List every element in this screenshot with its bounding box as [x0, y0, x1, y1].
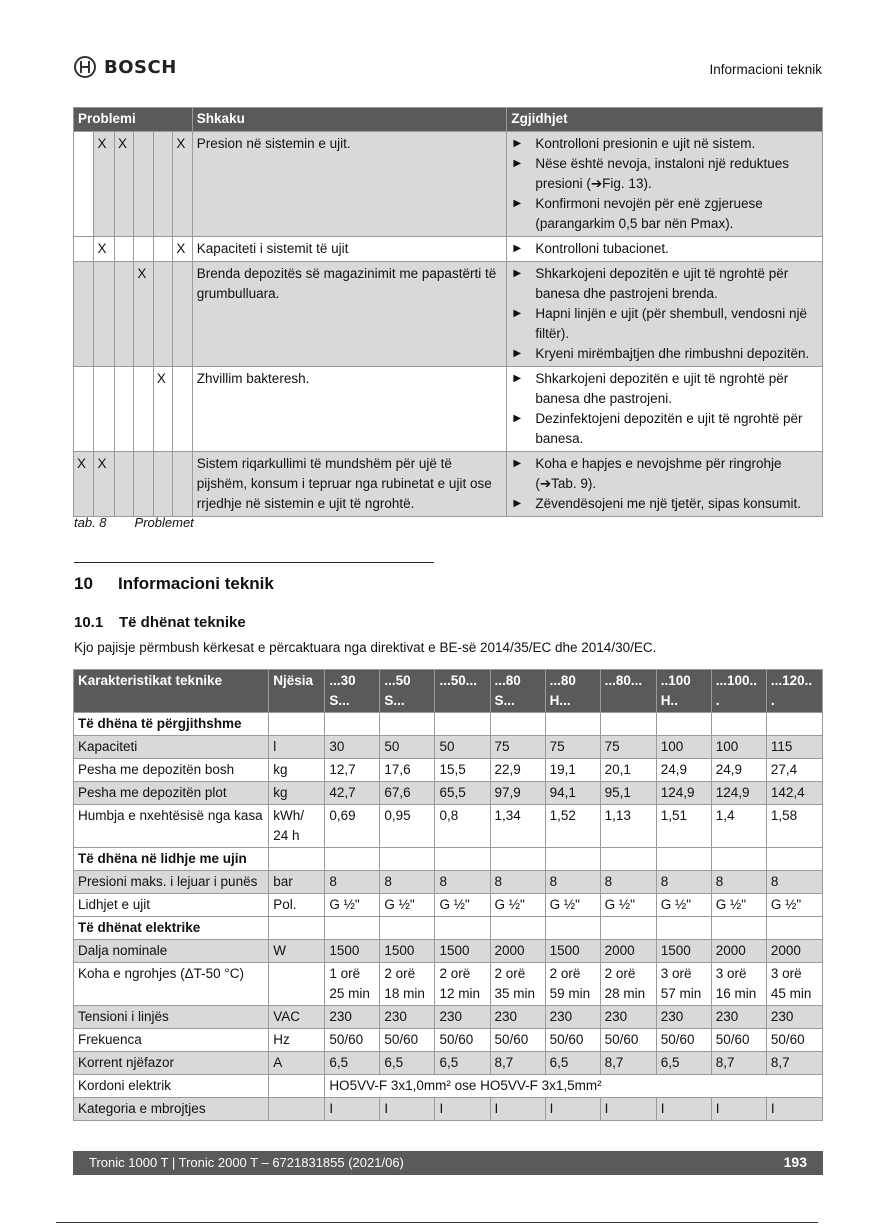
tech-empty-cell — [656, 917, 711, 940]
tech-label: Frekuenca — [74, 1029, 269, 1052]
tech-value: 50 — [435, 736, 490, 759]
tech-value: 1,34 — [490, 805, 545, 848]
tech-label: Tensioni i linjës — [74, 1006, 269, 1029]
problem-marker — [134, 132, 153, 237]
tech-value: 100 — [656, 736, 711, 759]
tech-value: 1 orë 25 min — [325, 963, 380, 1006]
tech-data-row — [74, 894, 823, 917]
solution-item: ▶ Kryeni mirëmbajtjen dhe rimbushni depozitën. — [511, 344, 818, 364]
tech-value: 230 — [656, 1006, 711, 1029]
tech-value: I — [490, 1098, 545, 1121]
problem-marker — [94, 367, 114, 452]
problem-marker: X — [173, 132, 192, 237]
tech-empty-cell — [380, 713, 435, 736]
solution-item: ▶ Zëvendësojeni me një tjetër, sipas konsumit. — [511, 494, 818, 514]
problem-solutions — [507, 237, 823, 262]
tech-data-row — [74, 1075, 823, 1098]
problem-marker — [173, 367, 192, 452]
tech-value: 2 orë 12 min — [435, 963, 490, 1006]
tech-value: 8 — [325, 871, 380, 894]
tech-value: 50/60 — [380, 1029, 435, 1052]
page-number: 193 — [783, 1154, 807, 1170]
tech-value: 3 orë 57 min — [656, 963, 711, 1006]
tech-unit — [269, 1075, 325, 1098]
tech-value: 97,9 — [490, 782, 545, 805]
tech-value: 8 — [766, 871, 822, 894]
tech-empty-cell — [656, 713, 711, 736]
tech-value: 100 — [711, 736, 766, 759]
tech-value: 0,95 — [380, 805, 435, 848]
tech-value: 1,58 — [766, 805, 822, 848]
tech-label: Humbja e nxehtësisë nga kasa — [74, 805, 269, 848]
subsection-heading: 10.1 Të dhënat teknike — [74, 614, 246, 631]
tech-value: 124,9 — [656, 782, 711, 805]
tech-value: 50/60 — [600, 1029, 656, 1052]
tech-value: 50/60 — [711, 1029, 766, 1052]
tech-section-title: Të dhëna në lidhje me ujin — [74, 848, 269, 871]
tech-empty-cell — [766, 917, 822, 940]
tech-empty-cell — [600, 848, 656, 871]
tech-value: G ½" — [380, 894, 435, 917]
tech-section-row — [74, 848, 823, 871]
problem-solutions — [507, 262, 823, 367]
tech-unit: VAC — [269, 1006, 325, 1029]
tech-value: 94,1 — [545, 782, 600, 805]
tech-data-row — [74, 782, 823, 805]
problem-row — [74, 132, 823, 237]
tech-header-cell: ..100 H.. — [656, 670, 711, 713]
tech-value: 2 orë 18 min — [380, 963, 435, 1006]
tech-value: 3 orë 45 min — [766, 963, 822, 1006]
tech-label: Dalja nominale — [74, 940, 269, 963]
tech-header-cell: ...100.. . — [711, 670, 766, 713]
tech-value: 19,1 — [545, 759, 600, 782]
problem-marker: X — [74, 452, 94, 517]
tech-label: Kapaciteti — [74, 736, 269, 759]
tech-value: 1,51 — [656, 805, 711, 848]
tech-value: 22,9 — [490, 759, 545, 782]
tech-value: 230 — [435, 1006, 490, 1029]
tech-empty-cell — [545, 713, 600, 736]
tech-value: 42,7 — [325, 782, 380, 805]
tech-section-row — [74, 917, 823, 940]
tech-value: G ½" — [325, 894, 380, 917]
problem-row — [74, 452, 823, 517]
tech-value: 1500 — [325, 940, 380, 963]
tech-value: 65,5 — [435, 782, 490, 805]
tech-value: 6,5 — [435, 1052, 490, 1075]
tech-empty-cell — [600, 917, 656, 940]
problem-marker — [153, 452, 172, 517]
problem-marker — [134, 452, 153, 517]
cause-header: Shkaku — [192, 108, 507, 132]
tech-empty-cell — [711, 713, 766, 736]
tech-header-cell: ...80... — [600, 670, 656, 713]
tech-empty-cell — [435, 713, 490, 736]
bosch-logo — [74, 56, 177, 78]
tech-empty-cell — [380, 848, 435, 871]
tech-value: 142,4 — [766, 782, 822, 805]
tech-value: I — [711, 1098, 766, 1121]
tech-value: 6,5 — [545, 1052, 600, 1075]
tech-value: 8 — [380, 871, 435, 894]
tech-value: I — [435, 1098, 490, 1121]
tech-value: 230 — [545, 1006, 600, 1029]
tech-value: G ½" — [600, 894, 656, 917]
tech-section-title: Të dhënat elektrike — [74, 917, 269, 940]
tech-label: Kategoria e mbrojtjes — [74, 1098, 269, 1121]
technical-data-table — [73, 669, 823, 1121]
tech-header-cell: Njësia — [269, 670, 325, 713]
tech-value: 95,1 — [600, 782, 656, 805]
tech-empty-cell — [435, 848, 490, 871]
tech-empty-cell — [325, 713, 380, 736]
tech-header-cell: ...120.. . — [766, 670, 822, 713]
tech-unit — [269, 963, 325, 1006]
tech-empty-cell — [269, 713, 325, 736]
tech-unit: W — [269, 940, 325, 963]
tech-value: 1,4 — [711, 805, 766, 848]
tech-value: G ½" — [656, 894, 711, 917]
problem-marker — [74, 237, 94, 262]
tech-unit: Hz — [269, 1029, 325, 1052]
tech-value: 1500 — [656, 940, 711, 963]
tech-label: Lidhjet e ujit — [74, 894, 269, 917]
tech-label: Kordoni elektrik — [74, 1075, 269, 1098]
problem-marker — [153, 237, 172, 262]
solution-item: ▶ Shkarkojeni depozitën e ujit të ngrohtë për banesa dhe pastrojeni brenda. — [511, 264, 818, 304]
tech-empty-cell — [766, 713, 822, 736]
tech-value: I — [380, 1098, 435, 1121]
tech-value: 30 — [325, 736, 380, 759]
problem-marker — [134, 367, 153, 452]
tech-section-title: Të dhëna të përgjithshme — [74, 713, 269, 736]
problem-marker: X — [94, 132, 114, 237]
tech-value: 2000 — [490, 940, 545, 963]
problem-marker — [173, 262, 192, 367]
problem-row — [74, 237, 823, 262]
problem-cause: Brenda depozitës së magazinimit me papastërti të grumbulluara. — [192, 262, 507, 367]
tech-header-cell: Karakteristikat teknike — [74, 670, 269, 713]
tech-value: 6,5 — [656, 1052, 711, 1075]
tech-value: I — [766, 1098, 822, 1121]
problem-solutions — [507, 367, 823, 452]
tech-value: 50 — [380, 736, 435, 759]
tech-value: 2 orë 59 min — [545, 963, 600, 1006]
problem-marker — [114, 237, 133, 262]
tech-data-row — [74, 1029, 823, 1052]
tech-value: 8 — [545, 871, 600, 894]
tech-value: 230 — [325, 1006, 380, 1029]
problem-solutions — [507, 132, 823, 237]
tech-value: 27,4 — [766, 759, 822, 782]
tech-unit: A — [269, 1052, 325, 1075]
tech-empty-cell — [545, 848, 600, 871]
tech-header-cell: ...50... — [435, 670, 490, 713]
problem-marker — [74, 367, 94, 452]
tech-value: 12,7 — [325, 759, 380, 782]
tech-label: Pesha me depozitën bosh — [74, 759, 269, 782]
tech-value: 50/60 — [325, 1029, 380, 1052]
problem-marker — [74, 132, 94, 237]
problem-marker — [114, 367, 133, 452]
tech-value: 75 — [600, 736, 656, 759]
tech-value: 3 orë 16 min — [711, 963, 766, 1006]
tech-unit: Pol. — [269, 894, 325, 917]
tech-empty-cell — [490, 848, 545, 871]
tech-unit — [269, 1098, 325, 1121]
tech-unit: bar — [269, 871, 325, 894]
tech-value: 2 orë 28 min — [600, 963, 656, 1006]
problem-marker: X — [94, 237, 114, 262]
tech-empty-cell — [766, 848, 822, 871]
solutions-header: Zgjidhjet — [507, 108, 823, 132]
problem-row — [74, 367, 823, 452]
tech-empty-cell — [490, 917, 545, 940]
tech-value: G ½" — [766, 894, 822, 917]
tech-value: 230 — [600, 1006, 656, 1029]
tech-value: 230 — [490, 1006, 545, 1029]
footer-model: Tronic 1000 T | Tronic 2000 T – 6721831855 (2021/06) — [89, 1155, 404, 1170]
problem-marker — [114, 452, 133, 517]
problem-marker: X — [94, 452, 114, 517]
tech-value: 6,5 — [380, 1052, 435, 1075]
tech-value: G ½" — [545, 894, 600, 917]
tech-value: 230 — [766, 1006, 822, 1029]
tech-label: Pesha me depozitën plot — [74, 782, 269, 805]
tech-value: 15,5 — [435, 759, 490, 782]
problem-cause: Sistem riqarkullimi të mundshëm për ujë të pijshëm, konsum i tepruar nga rubinetat e ujit ose rrjedhje në sistemin e ujit të ngrohtë. — [192, 452, 507, 517]
tech-empty-cell — [269, 917, 325, 940]
problem-marker — [134, 237, 153, 262]
problem-marker — [94, 262, 114, 367]
problem-row — [74, 262, 823, 367]
problem-marker — [173, 452, 192, 517]
tech-span-value: HO5VV-F 3x1,0mm² ose HO5VV-F 3x1,5mm² — [325, 1075, 823, 1098]
tech-empty-cell — [435, 917, 490, 940]
tech-value: 2000 — [766, 940, 822, 963]
intro-paragraph: Kjo pajisje përmbush kërkesat e përcaktuara nga direktivat e BE-së 2014/35/EC dhe 2014/30/EC. — [74, 640, 657, 655]
tech-value: I — [600, 1098, 656, 1121]
tech-value: 8,7 — [711, 1052, 766, 1075]
tech-empty-cell — [490, 713, 545, 736]
tech-value: 20,1 — [600, 759, 656, 782]
solution-item: ▶ Kontrolloni tubacionet. — [511, 239, 818, 259]
bottom-rule — [56, 1222, 818, 1223]
tech-header-cell: ...50 S... — [380, 670, 435, 713]
tech-empty-cell — [600, 713, 656, 736]
bosch-armature-icon — [74, 56, 96, 78]
tech-value: 8 — [600, 871, 656, 894]
tech-unit: kg — [269, 782, 325, 805]
tech-value: 124,9 — [711, 782, 766, 805]
problem-cause: Presion në sistemin e ujit. — [192, 132, 507, 237]
solution-item: ▶ Hapni linjën e ujit (për shembull, vendosni një filtër). — [511, 304, 818, 344]
tech-value: 1500 — [545, 940, 600, 963]
caption-text: Problemet — [134, 515, 194, 530]
tech-empty-cell — [325, 848, 380, 871]
tech-header-cell: ...80 H... — [545, 670, 600, 713]
tech-empty-cell — [269, 848, 325, 871]
problem-marker — [74, 262, 94, 367]
solution-item: ▶ Konfirmoni nevojën për enë zgjeruese (parangarkim 0,5 bar nën Pmax). — [511, 194, 818, 234]
tech-value: G ½" — [490, 894, 545, 917]
tech-value: 1,13 — [600, 805, 656, 848]
tech-value: 8 — [490, 871, 545, 894]
solution-item: ▶ Kontrolloni presionin e ujit në sistem. — [511, 134, 818, 154]
tech-value: 50/60 — [656, 1029, 711, 1052]
tech-header-cell: ...80 S... — [490, 670, 545, 713]
tech-value: 0,8 — [435, 805, 490, 848]
problems-table — [73, 107, 823, 517]
tech-data-row — [74, 1006, 823, 1029]
problem-marker — [153, 262, 172, 367]
solution-item: ▶ Dezinfektojeni depozitën e ujit të ngrohtë për banesa. — [511, 409, 818, 449]
tech-data-row — [74, 759, 823, 782]
tech-data-row — [74, 805, 823, 848]
problem-header: Problemi — [74, 108, 193, 132]
tech-value: 115 — [766, 736, 822, 759]
tech-value: 50/60 — [435, 1029, 490, 1052]
tech-value: 2000 — [600, 940, 656, 963]
section-header: Informacioni teknik — [709, 62, 822, 77]
tech-data-row — [74, 940, 823, 963]
tech-value: 2 orë 35 min — [490, 963, 545, 1006]
tech-data-row — [74, 736, 823, 759]
tech-data-row — [74, 1052, 823, 1075]
tech-value: 17,6 — [380, 759, 435, 782]
tech-unit: kWh/ 24 h — [269, 805, 325, 848]
problem-marker: X — [114, 132, 133, 237]
tech-unit: kg — [269, 759, 325, 782]
brand-name: BOSCH — [104, 56, 177, 78]
tech-unit: l — [269, 736, 325, 759]
tech-value: 6,5 — [325, 1052, 380, 1075]
tech-value: 75 — [490, 736, 545, 759]
tech-value: 24,9 — [711, 759, 766, 782]
tech-value: I — [545, 1098, 600, 1121]
tech-label: Korrent njëfazor — [74, 1052, 269, 1075]
problem-marker: X — [173, 237, 192, 262]
tech-value: 24,9 — [656, 759, 711, 782]
page-footer — [73, 1151, 823, 1175]
tech-data-row — [74, 871, 823, 894]
tech-empty-cell — [545, 917, 600, 940]
tech-value: 230 — [380, 1006, 435, 1029]
tech-value: G ½" — [435, 894, 490, 917]
tech-value: 8 — [656, 871, 711, 894]
tech-value: 8 — [435, 871, 490, 894]
tech-label: Presioni maks. i lejuar i punës — [74, 871, 269, 894]
tech-empty-cell — [325, 917, 380, 940]
table-caption — [74, 515, 194, 530]
tech-value: 1500 — [435, 940, 490, 963]
tech-empty-cell — [711, 848, 766, 871]
tech-value: I — [656, 1098, 711, 1121]
tech-empty-cell — [711, 917, 766, 940]
tech-value: 1,52 — [545, 805, 600, 848]
problem-cause: Kapaciteti i sistemit të ujit — [192, 237, 507, 262]
problem-marker: X — [134, 262, 153, 367]
problem-solutions — [507, 452, 823, 517]
section-divider — [74, 562, 434, 563]
tech-value: 8 — [711, 871, 766, 894]
problem-marker: X — [153, 367, 172, 452]
tech-value: 230 — [711, 1006, 766, 1029]
solution-item: ▶ Nëse është nevoja, instaloni një reduktues presioni (➔Fig. 13). — [511, 154, 818, 194]
problem-marker — [114, 262, 133, 367]
tech-value: 0,69 — [325, 805, 380, 848]
tech-section-row — [74, 713, 823, 736]
tech-empty-cell — [656, 848, 711, 871]
tech-value: 8,7 — [490, 1052, 545, 1075]
tech-value: 67,6 — [380, 782, 435, 805]
tech-label: Koha e ngrohjes (ΔT-50 °C) — [74, 963, 269, 1006]
tech-value: 50/60 — [490, 1029, 545, 1052]
tech-value: 8,7 — [766, 1052, 822, 1075]
tech-value: 75 — [545, 736, 600, 759]
tech-value: 2000 — [711, 940, 766, 963]
tech-data-row — [74, 1098, 823, 1121]
tech-value: 8,7 — [600, 1052, 656, 1075]
tech-data-row — [74, 963, 823, 1006]
problem-marker — [153, 132, 172, 237]
solution-item: ▶ Koha e hapjes e nevojshme për ringrohje (➔Tab. 9). — [511, 454, 818, 494]
caption-label: tab. 8 — [74, 515, 107, 530]
tech-value: 50/60 — [766, 1029, 822, 1052]
solution-item: ▶ Shkarkojeni depozitën e ujit të ngrohtë për banesa dhe pastrojeni. — [511, 369, 818, 409]
tech-value: 50/60 — [545, 1029, 600, 1052]
tech-header-cell: ...30 S... — [325, 670, 380, 713]
tech-value: 1500 — [380, 940, 435, 963]
tech-empty-cell — [380, 917, 435, 940]
problem-cause: Zhvillim bakteresh. — [192, 367, 507, 452]
tech-value: I — [325, 1098, 380, 1121]
tech-value: G ½" — [711, 894, 766, 917]
section-heading: 10 Informacioni teknik — [74, 574, 274, 593]
